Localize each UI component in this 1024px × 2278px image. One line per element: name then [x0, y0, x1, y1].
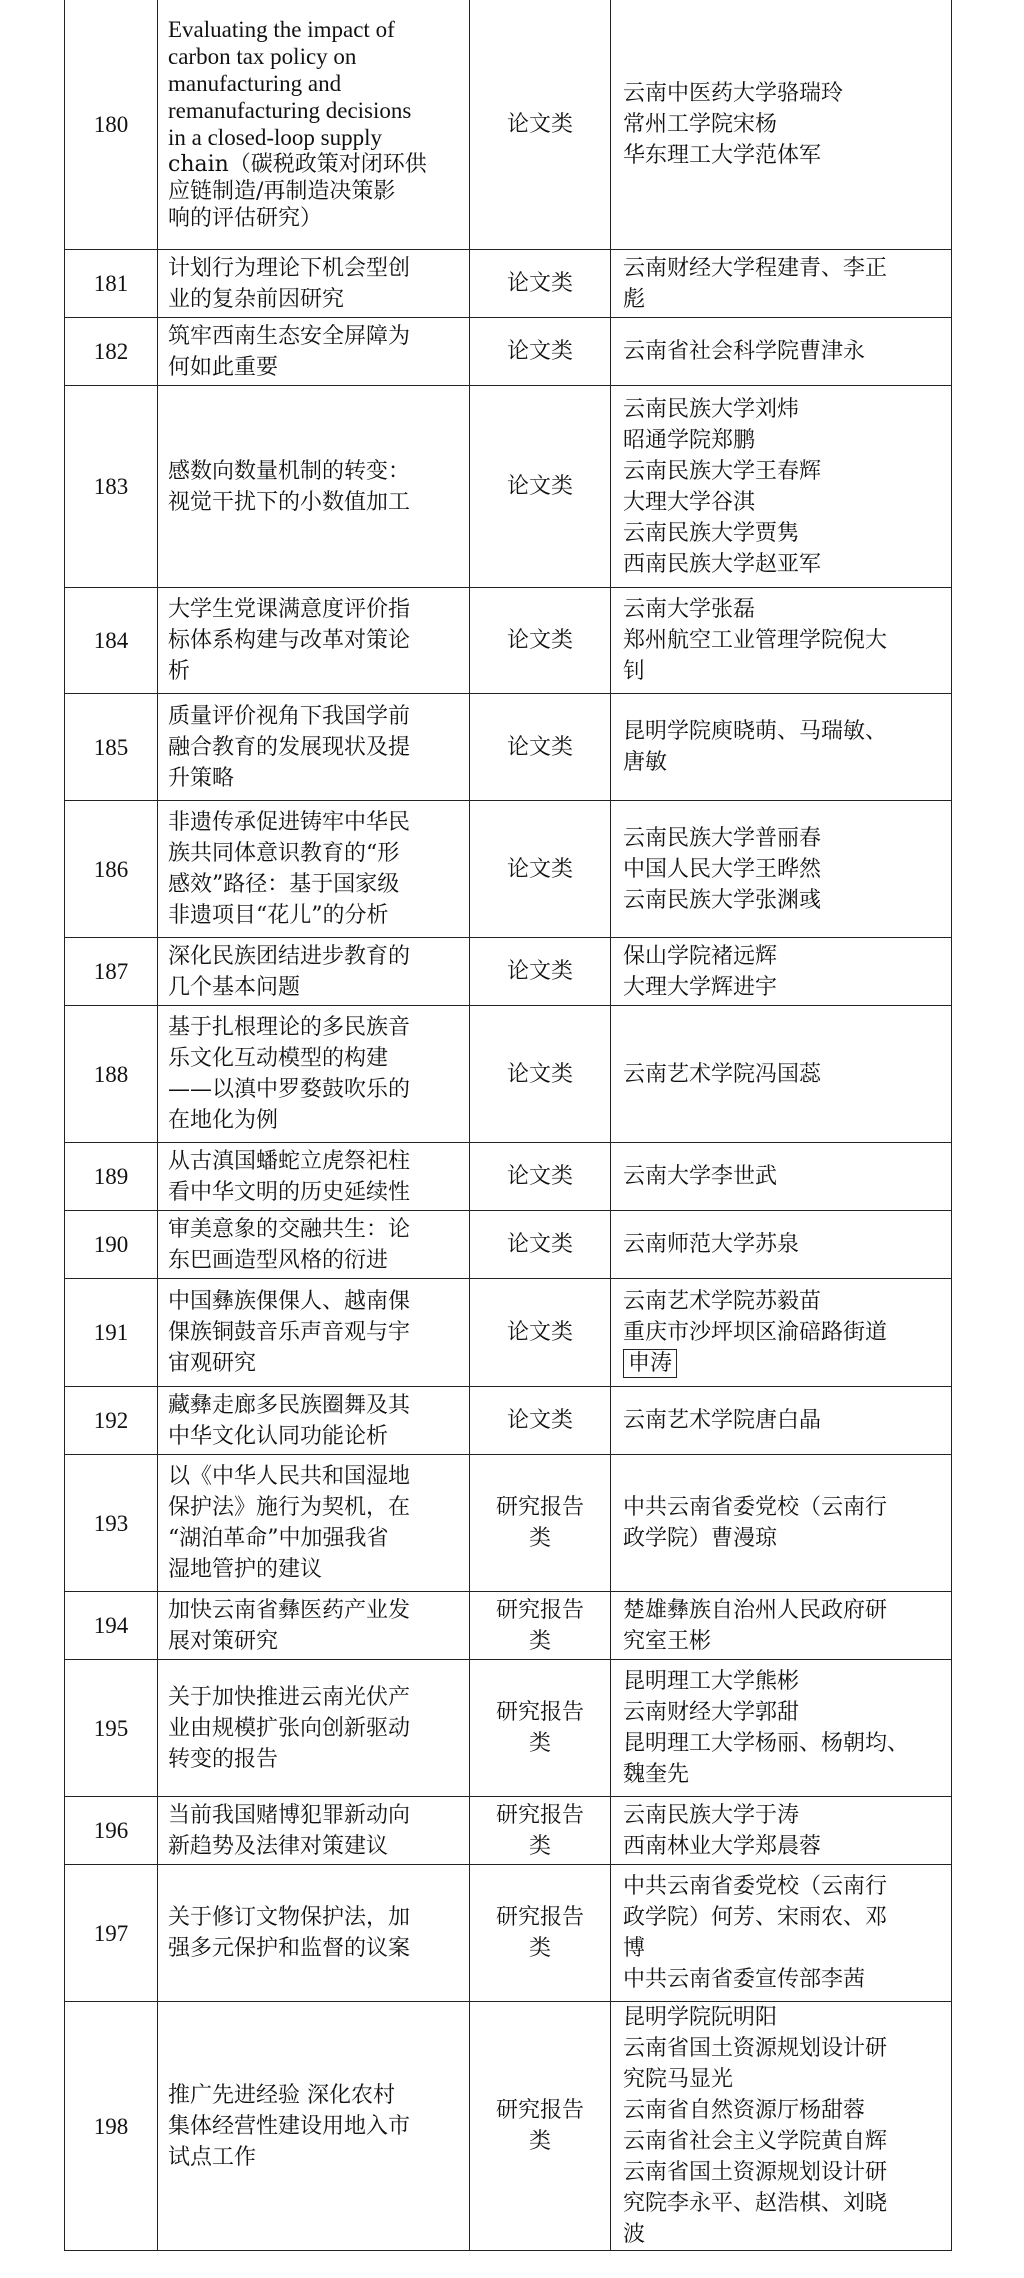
category-line: 论文类: [506, 1408, 573, 1433]
authors-line: 昆明学院阮明阳: [623, 2005, 778, 2030]
paper-title: [158, 250, 470, 318]
category-line: 类: [528, 1526, 551, 1551]
table-row: [65, 1279, 952, 1387]
table-row: [65, 694, 952, 801]
paper-title-line: 乐文化互动模型的构建: [168, 1046, 389, 1071]
authors-line: 云南大学张磊: [623, 597, 756, 622]
category: [470, 1797, 611, 1865]
category: [470, 1592, 611, 1660]
table-row: [65, 318, 952, 386]
table-row: [65, 588, 952, 694]
paper-title-line: 响的评估研究）: [168, 206, 323, 231]
authors-line: 云南艺术学院冯国蕊: [623, 1061, 822, 1087]
authors-line: 云南财经大学程建青、李正: [623, 255, 888, 281]
paper-title-line: 业由规模扩张向创新驱动: [168, 1715, 411, 1741]
authors: [611, 318, 952, 386]
category-line: 论文类: [506, 271, 573, 296]
authors-line: 中共云南省委党校（云南行: [623, 1495, 888, 1520]
paper-title: [158, 1592, 470, 1660]
authors-line: 云南省社会科学院曹津永: [623, 339, 866, 364]
authors: [611, 1279, 952, 1387]
paper-title-line: “湖泊革命”中加强我省: [168, 1526, 389, 1551]
table-row: [65, 1660, 952, 1797]
paper-title-line: 当前我国赌博犯罪新动向: [168, 1802, 411, 1828]
authors: [611, 694, 952, 801]
authors-line: 云南民族大学王春辉: [623, 458, 822, 484]
paper-title-line: 质量评价视角下我国学前: [168, 703, 411, 729]
category-line: 类: [528, 1628, 551, 1654]
paper-title-line: 强多元保护和监督的议案: [168, 1936, 411, 1961]
authors-line: 云南民族大学贾隽: [623, 520, 800, 546]
authors: [611, 1865, 952, 2002]
paper-title-line: 非遗传承促进铸牢中华民: [168, 810, 411, 835]
table-row: [65, 1592, 952, 1660]
authors-line: 中共云南省委宣传部李茜: [623, 1967, 866, 1992]
paper-title-line: ——以滇中罗婺鼓吹乐的: [168, 1077, 411, 1102]
category: [470, 1455, 611, 1592]
category: [470, 1865, 611, 2002]
paper-title-line: 中华文化认同功能论析: [168, 1423, 389, 1449]
authors-line: 云南师范大学苏泉: [623, 1232, 800, 1257]
authors: [611, 386, 952, 588]
paper-title: [158, 2002, 470, 2251]
category: [470, 2002, 611, 2251]
paper-title-line: 感效”路径：基于国家级: [168, 872, 400, 897]
authors-line: [623, 1348, 943, 1379]
paper-title-line: 感数向数量机制的转变：: [168, 458, 411, 484]
category-line: 研究报告: [495, 1597, 584, 1623]
authors: [611, 938, 952, 1006]
award-list-table: [64, 0, 952, 2251]
authors-line: 云南艺术学院苏毅苗: [623, 1289, 822, 1314]
row-number: 186: [65, 801, 158, 938]
table-row: [65, 250, 952, 318]
row-number: 188: [65, 1006, 158, 1143]
paper-title-line: 在地化为例: [168, 1108, 279, 1133]
category-line: 论文类: [506, 111, 573, 137]
row-number: 196: [65, 1797, 158, 1865]
authors: [611, 1211, 952, 1279]
authors: [611, 1660, 952, 1797]
category: [470, 0, 611, 250]
paper-title: [158, 588, 470, 694]
category-line: 论文类: [506, 1061, 573, 1087]
authors: [611, 1797, 952, 1865]
authors-line: 云南艺术学院唐白晶: [623, 1408, 822, 1433]
paper-title: [158, 318, 470, 386]
category-line: 论文类: [506, 339, 573, 364]
paper-title-line: 深化民族团结进步教育的: [168, 943, 411, 969]
authors-line: 究院马显光: [623, 2067, 734, 2092]
paper-title-line: 湿地管护的建议: [168, 1557, 323, 1582]
authors-line: 究室王彬: [623, 1628, 712, 1654]
row-number: 191: [65, 1279, 158, 1387]
highlighted-author-name: 申涛: [623, 1349, 677, 1378]
category-line: 论文类: [506, 856, 573, 882]
table-row: [65, 801, 952, 938]
authors-line: 中共云南省委党校（云南行: [623, 1874, 888, 1899]
authors-line: 云南民族大学张渊彧: [623, 887, 822, 913]
category: [470, 1387, 611, 1455]
paper-title: [158, 0, 470, 250]
paper-title-line: 计划行为理论下机会型创: [168, 255, 411, 281]
category: [470, 801, 611, 938]
row-number: 198: [65, 2002, 158, 2251]
row-number: 180: [65, 0, 158, 250]
paper-title-line: 新趋势及法律对策建议: [168, 1833, 389, 1859]
row-number: 187: [65, 938, 158, 1006]
authors-line: 彪: [623, 286, 646, 312]
authors-line: 云南财经大学郭甜: [623, 1700, 800, 1725]
paper-title: [158, 1865, 470, 2002]
paper-title-line: Evaluating the impact of: [168, 17, 395, 42]
paper-title-line: 升策略: [168, 765, 235, 791]
row-number: 190: [65, 1211, 158, 1279]
paper-title-line: 几个基本问题: [168, 974, 301, 1000]
paper-title-line: 非遗项目“花儿”的分析: [168, 903, 389, 928]
table-row: [65, 1143, 952, 1211]
paper-title-line: 中国彝族倮倮人、越南倮: [168, 1289, 411, 1314]
paper-title: [158, 1455, 470, 1592]
authors-line: 云南民族大学刘炜: [623, 396, 800, 422]
authors: [611, 1592, 952, 1660]
category: [470, 1143, 611, 1211]
authors: [611, 1455, 952, 1592]
authors: [611, 1143, 952, 1211]
table-row: [65, 1455, 952, 1592]
category-line: 研究报告: [495, 1495, 584, 1520]
authors: [611, 588, 952, 694]
authors-line: 昭通学院郑鹏: [623, 427, 756, 453]
paper-title-line: 筑牢西南生态安全屏障为: [168, 323, 411, 349]
authors-line: 唐敏: [623, 750, 668, 775]
authors-line: 云南省社会主义学院黄自辉: [623, 2129, 888, 2154]
row-number: 195: [65, 1660, 158, 1797]
table-row: [65, 2002, 952, 2251]
row-number: 189: [65, 1143, 158, 1211]
authors-line: 云南省国土资源规划设计研: [623, 2160, 888, 2185]
authors-line: 政学院）何芳、宋雨农、邓: [623, 1905, 888, 1930]
authors-line: 昆明理工大学熊彬: [623, 1669, 800, 1694]
table-row: [65, 1211, 952, 1279]
authors: [611, 250, 952, 318]
paper-title-line: chain（碳税政策对闭环供: [168, 152, 427, 177]
category-line: 论文类: [506, 474, 573, 499]
paper-title-line: 转变的报告: [168, 1746, 279, 1772]
category: [470, 1279, 611, 1387]
category: [470, 318, 611, 386]
paper-title-line: 析: [168, 659, 191, 684]
category-line: 研究报告: [495, 2098, 584, 2123]
authors-line: 西南民族大学赵亚军: [623, 551, 822, 577]
authors-line: 云南大学李世武: [623, 1164, 778, 1189]
paper-title-line: 大学生党课满意度评价指: [168, 597, 411, 622]
authors: [611, 0, 952, 250]
paper-title-line: 藏彝走廊多民族圈舞及其: [168, 1392, 411, 1418]
paper-title-line: 展对策研究: [168, 1628, 279, 1654]
category-line: 研究报告: [495, 1905, 584, 1930]
table-row: [65, 938, 952, 1006]
table-row: [65, 1006, 952, 1143]
category: [470, 386, 611, 588]
paper-title-line: 业的复杂前因研究: [168, 286, 345, 312]
category: [470, 1006, 611, 1143]
paper-title-line: 从古滇国蟠蛇立虎祭祀柱: [168, 1148, 411, 1174]
row-number: 194: [65, 1592, 158, 1660]
authors-line: 博: [623, 1936, 646, 1961]
category: [470, 938, 611, 1006]
authors-line: 波: [623, 2222, 646, 2247]
paper-title: [158, 386, 470, 588]
paper-title-line: 试点工作: [168, 2144, 257, 2170]
authors-line: 中国人民大学王晔然: [623, 856, 822, 882]
authors-line: 华东理工大学范体军: [623, 142, 822, 168]
row-number: 182: [65, 318, 158, 386]
authors-line: 重庆市沙坪坝区渝碚路街道: [623, 1320, 888, 1345]
row-number: 183: [65, 386, 158, 588]
paper-title: [158, 1660, 470, 1797]
category-line: 类: [528, 1936, 551, 1961]
category-line: 类: [528, 2129, 551, 2154]
authors: [611, 1387, 952, 1455]
table-row: [65, 386, 952, 588]
paper-title-line: 基于扎根理论的多民族音: [168, 1015, 411, 1040]
paper-title-line: 关于加快推进云南光伏产: [168, 1684, 411, 1710]
paper-title-line: carbon tax policy on: [168, 44, 357, 69]
paper-title: [158, 1279, 470, 1387]
category-line: 论文类: [506, 734, 573, 760]
paper-title-line: 集体经营性建设用地入市: [168, 2113, 411, 2139]
authors-line: 云南省国土资源规划设计研: [623, 2036, 888, 2061]
paper-title-line: 以《中华人民共和国湿地: [168, 1464, 411, 1489]
paper-title-line: 保护法》施行为契机，在: [168, 1495, 411, 1520]
category-line: 研究报告: [495, 1802, 584, 1828]
row-number: 192: [65, 1387, 158, 1455]
table-row: [65, 1797, 952, 1865]
paper-title-line: manufacturing and: [168, 71, 342, 96]
category: [470, 1211, 611, 1279]
category: [470, 694, 611, 801]
table-row: [65, 1865, 952, 2002]
paper-title-line: 融合教育的发展现状及提: [168, 734, 411, 760]
paper-title: [158, 801, 470, 938]
category-line: 类: [528, 1833, 551, 1859]
category-line: 论文类: [506, 1320, 573, 1345]
paper-title-line: 审美意象的交融共生：论: [168, 1216, 411, 1242]
paper-title-line: 倮族铜鼓音乐声音观与宇: [168, 1320, 411, 1345]
category: [470, 250, 611, 318]
category-line: 研究报告: [495, 1700, 584, 1725]
row-number: 185: [65, 694, 158, 801]
row-number: 197: [65, 1865, 158, 2002]
authors-line: 云南省自然资源厅杨甜蓉: [623, 2098, 866, 2123]
paper-title-line: 东巴画造型风格的衍进: [168, 1247, 389, 1273]
authors: [611, 1006, 952, 1143]
authors-line: 常州工学院宋杨: [623, 111, 778, 137]
table-row: [65, 0, 952, 250]
authors-line: 昆明学院庾晓萌、马瑞敏、: [623, 719, 888, 744]
authors-line: 昆明理工大学杨丽、杨朝均、: [623, 1731, 910, 1756]
paper-title-line: 推广先进经验 深化农村: [168, 2082, 395, 2108]
category: [470, 1660, 611, 1797]
authors: [611, 2002, 952, 2251]
paper-title-line: 关于修订文物保护法，加: [168, 1905, 411, 1930]
category-line: 论文类: [506, 1164, 573, 1189]
category-line: 论文类: [506, 628, 573, 653]
paper-title: [158, 694, 470, 801]
category: [470, 588, 611, 694]
paper-title: [158, 1797, 470, 1865]
table-row: [65, 1387, 952, 1455]
paper-title-line: 标体系构建与改革对策论: [168, 628, 411, 653]
authors-line: 钊: [623, 659, 646, 684]
authors-line: 保山学院褚远辉: [623, 943, 778, 969]
category-line: 论文类: [506, 959, 573, 984]
authors-line: 楚雄彝族自治州人民政府研: [623, 1597, 888, 1623]
paper-title-line: 宙观研究: [168, 1351, 257, 1376]
authors: [611, 801, 952, 938]
authors-line: 大理大学辉进宇: [623, 974, 778, 1000]
paper-title: [158, 1006, 470, 1143]
paper-title-line: 何如此重要: [168, 354, 279, 380]
paper-title-line: 应链制造/再制造决策影: [168, 179, 396, 204]
authors-line: 云南民族大学于涛: [623, 1802, 800, 1828]
row-number: 181: [65, 250, 158, 318]
row-number: 184: [65, 588, 158, 694]
paper-title: [158, 938, 470, 1006]
paper-title: [158, 1387, 470, 1455]
paper-title-line: 视觉干扰下的小数值加工: [168, 489, 411, 515]
authors-line: 云南中医药大学骆瑞玲: [623, 80, 844, 106]
category-line: 论文类: [506, 1232, 573, 1257]
paper-title-line: 加快云南省彝医药产业发: [168, 1597, 411, 1623]
authors-line: 西南林业大学郑晨蓉: [623, 1833, 822, 1859]
paper-title-line: 族共同体意识教育的“形: [168, 841, 400, 866]
authors-line: 云南民族大学普丽春: [623, 825, 822, 851]
paper-title-line: 看中华文明的历史延续性: [168, 1179, 411, 1205]
paper-title: [158, 1143, 470, 1211]
paper-title: [158, 1211, 470, 1279]
authors-line: 大理大学谷淇: [623, 489, 756, 515]
paper-title-line: remanufacturing decisions: [168, 98, 412, 123]
paper-title-line: in a closed-loop supply: [168, 125, 382, 150]
category-line: 类: [528, 1731, 551, 1756]
table-body: [65, 0, 952, 2251]
authors-line: 究院李永平、赵浩棋、刘晓: [623, 2191, 888, 2216]
authors-line: 郑州航空工业管理学院倪大: [623, 628, 888, 653]
authors-line: 政学院）曹漫琼: [623, 1526, 778, 1551]
authors-line: 魏奎先: [623, 1762, 690, 1787]
row-number: 193: [65, 1455, 158, 1592]
